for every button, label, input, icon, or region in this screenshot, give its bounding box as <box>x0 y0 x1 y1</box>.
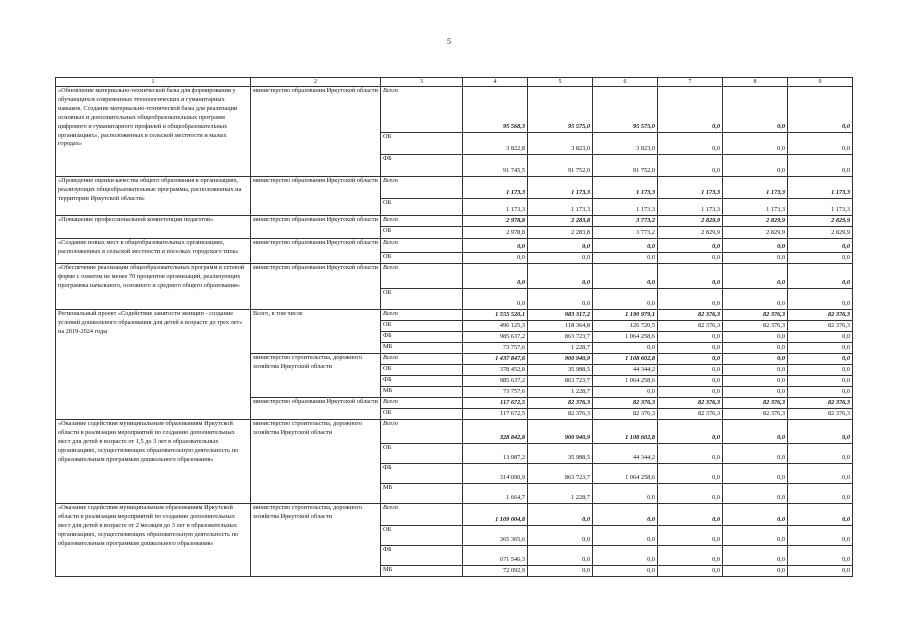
amount-cell-col4: 72 092,9 <box>463 566 528 577</box>
amount-cell-col4: 378 452,8 <box>463 365 528 376</box>
amount-cell-col7: 0,0 <box>658 526 723 546</box>
amount-cell-col5: 1 173,3 <box>528 199 593 216</box>
amount-cell-col5: 2 283,8 <box>528 216 593 227</box>
amount-cell-col8: 0,0 <box>723 526 788 546</box>
table-row <box>56 216 853 227</box>
amount-cell-col9: 2 829,9 <box>788 227 853 239</box>
amount-cell-col5: 1 228,7 <box>528 387 593 398</box>
executor-cell: министерство образования Иркутской области <box>251 239 381 264</box>
amount-cell-col6: 3 773,2 <box>593 216 658 227</box>
amount-cell-col7: 0,0 <box>658 155 723 177</box>
amount-cell-col8: 0,0 <box>723 343 788 354</box>
amount-cell-col4: 2 978,8 <box>463 216 528 227</box>
column-header-6: 6 <box>593 78 658 87</box>
column-header-9: 9 <box>788 78 853 87</box>
amount-cell-col8: 2 829,9 <box>723 216 788 227</box>
amount-cell-col8: 0,0 <box>723 87 788 133</box>
funding-source-cell: ФБ <box>381 332 463 343</box>
amount-cell-col6: 0,0 <box>593 239 658 253</box>
activity-name-cell: «Оказание содействия муниципальным образованиям Иркутской области в реализации мероприятий по созданию дополнительных мест для детей в возрасте от 1,5 до 3 лет в образовательных организациях, осуществляющих образовательную деятельность по образовательным программам дошкольного образования» <box>56 420 251 504</box>
amount-cell-col8: 0,0 <box>723 155 788 177</box>
amount-cell-col9: 0,0 <box>788 484 853 504</box>
amount-cell-col5: 863 723,7 <box>528 332 593 343</box>
amount-cell-col4: 73 757,6 <box>463 387 528 398</box>
amount-cell-col4: 496 125,3 <box>463 321 528 332</box>
amount-cell-col6: 126 720,5 <box>593 321 658 332</box>
funding-source-cell: МБ <box>381 343 463 354</box>
amount-cell-col5: 983 317,2 <box>528 310 593 321</box>
amount-cell-col6: 0,0 <box>593 289 658 310</box>
amount-cell-col4: 0,0 <box>463 264 528 289</box>
funding-source-cell: Всего <box>381 420 463 444</box>
amount-cell-col6: 0,0 <box>593 566 658 577</box>
amount-cell-col5: 82 376,3 <box>528 398 593 409</box>
activity-name-cell: «Создание новых мест в общеобразовательных организациях, расположенных в сельской местности и поселках городского типа» <box>56 239 251 264</box>
amount-cell-col9: 0,0 <box>788 526 853 546</box>
amount-cell-col9: 0,0 <box>788 504 853 526</box>
amount-cell-col5: 2 283,8 <box>528 227 593 239</box>
amount-cell-col5: 3 823,0 <box>528 133 593 155</box>
amount-cell-col5: 0,0 <box>528 526 593 546</box>
amount-cell-col4: 2 978,8 <box>463 227 528 239</box>
amount-cell-col9: 0,0 <box>788 387 853 398</box>
amount-cell-col7: 0,0 <box>658 566 723 577</box>
amount-cell-col9: 0,0 <box>788 464 853 484</box>
amount-cell-col8: 0,0 <box>723 354 788 365</box>
amount-cell-col4: 95 568,3 <box>463 87 528 133</box>
funding-source-cell: Всего <box>381 216 463 227</box>
amount-cell-col9: 82 376,3 <box>788 398 853 409</box>
amount-cell-col9: 0,0 <box>788 155 853 177</box>
amount-cell-col5: 900 940,9 <box>528 420 593 444</box>
header-row <box>56 78 853 87</box>
amount-cell-col8: 0,0 <box>723 464 788 484</box>
amount-cell-col7: 82 376,3 <box>658 310 723 321</box>
amount-cell-col9: 82 376,3 <box>788 409 853 420</box>
amount-cell-col9: 0,0 <box>788 343 853 354</box>
amount-cell-col4: 985 637,2 <box>463 376 528 387</box>
amount-cell-col9: 0,0 <box>788 133 853 155</box>
funding-source-cell: ОБ <box>381 199 463 216</box>
amount-cell-col4: 1 173,3 <box>463 177 528 199</box>
funding-source-cell: МБ <box>381 484 463 504</box>
amount-cell-col7: 0,0 <box>658 332 723 343</box>
amount-cell-col7: 82 376,3 <box>658 409 723 420</box>
amount-cell-col6: 1 108 602,8 <box>593 420 658 444</box>
amount-cell-col8: 0,0 <box>723 504 788 526</box>
funding-source-cell: ФБ <box>381 376 463 387</box>
executor-cell: министерство строительства, дорожного хозяйства Иркутской области <box>251 504 381 577</box>
amount-cell-col5: 900 940,9 <box>528 354 593 365</box>
amount-cell-col5: 35 988,5 <box>528 365 593 376</box>
amount-cell-col9: 82 376,3 <box>788 321 853 332</box>
amount-cell-col8: 0,0 <box>723 546 788 566</box>
amount-cell-col9: 0,0 <box>788 289 853 310</box>
funding-source-cell: Всего <box>381 239 463 253</box>
amount-cell-col6: 1 190 979,1 <box>593 310 658 321</box>
amount-cell-col7: 0,0 <box>658 289 723 310</box>
amount-cell-col5: 0,0 <box>528 239 593 253</box>
activity-name-cell: «Оказание содействия муниципальным образованиям Иркутской области в реализации мероприятий по созданию дополнительных мест для детей в возрасте от 2 месяцев до 3 лет в образовательных организациях, осуществляющих образовательную деятельность по образовательным программам дошкольного образования» <box>56 504 251 577</box>
amount-cell-col8: 82 376,3 <box>723 409 788 420</box>
funding-source-cell: ОБ <box>381 321 463 332</box>
amount-cell-col7: 0,0 <box>658 387 723 398</box>
funding-source-cell: ОБ <box>381 526 463 546</box>
amount-cell-col4: 117 672,5 <box>463 409 528 420</box>
column-header-1: 1 <box>56 78 251 87</box>
funding-source-cell: Всего <box>381 177 463 199</box>
amount-cell-col7: 0,0 <box>658 343 723 354</box>
amount-cell-col6: 1 173,3 <box>593 177 658 199</box>
amount-cell-col8: 0,0 <box>723 376 788 387</box>
amount-cell-col6: 0,0 <box>593 526 658 546</box>
amount-cell-col8: 0,0 <box>723 420 788 444</box>
executor-cell: Всего, в том числе <box>251 310 381 354</box>
funding-source-cell: ОБ <box>381 365 463 376</box>
table-body <box>56 78 853 577</box>
amount-cell-col8: 2 829,9 <box>723 227 788 239</box>
column-header-4: 4 <box>463 78 528 87</box>
amount-cell-col8: 82 376,3 <box>723 310 788 321</box>
amount-cell-col4: 117 672,5 <box>463 398 528 409</box>
amount-cell-col6: 44 344,2 <box>593 444 658 464</box>
executor-cell: министерство образования Иркутской области <box>251 398 381 420</box>
amount-cell-col4: 314 090,9 <box>463 464 528 484</box>
activity-name-cell: «Обеспечение реализации общеобразовательных программ в сетевой форме с охватом не менее 70 процентов организаций, реализующих программы начального, основного и среднего общего образования» <box>56 264 251 310</box>
funding-source-cell: Всего <box>381 264 463 289</box>
amount-cell-col6: 3 823,0 <box>593 133 658 155</box>
funding-source-cell: ОБ <box>381 289 463 310</box>
amount-cell-col9: 0,0 <box>788 264 853 289</box>
amount-cell-col5: 0,0 <box>528 546 593 566</box>
funding-source-cell: МБ <box>381 387 463 398</box>
amount-cell-col4: 1 109 004,8 <box>463 504 528 526</box>
funding-source-cell: Всего <box>381 310 463 321</box>
amount-cell-col6: 0,0 <box>593 504 658 526</box>
amount-cell-col7: 0,0 <box>658 264 723 289</box>
amount-cell-col9: 0,0 <box>788 376 853 387</box>
amount-cell-col7: 0,0 <box>658 420 723 444</box>
amount-cell-col6: 1 064 258,6 <box>593 332 658 343</box>
amount-cell-col6: 1 064 258,6 <box>593 464 658 484</box>
amount-cell-col4: 985 637,2 <box>463 332 528 343</box>
activity-name-cell: «Обновление материально-технической базы для формирования у обучающихся современных технологических и гуманитарных навыков. Создание материально-технической базы для реализации основных и дополнительных общеобразовательных программ цифрового и гуманитарного профилей в общеобразовательных организациях», расположенных в сельской местности и малых городах» <box>56 87 251 177</box>
amount-cell-col9: 0,0 <box>788 87 853 133</box>
amount-cell-col5: 0,0 <box>528 253 593 264</box>
amount-cell-col7: 2 829,9 <box>658 216 723 227</box>
amount-cell-col6: 0,0 <box>593 253 658 264</box>
amount-cell-col7: 82 376,3 <box>658 398 723 409</box>
funding-source-cell: ФБ <box>381 464 463 484</box>
amount-cell-col5: 91 752,0 <box>528 155 593 177</box>
table-row <box>56 310 853 321</box>
amount-cell-col4: 671 546,3 <box>463 546 528 566</box>
funding-source-cell: ОБ <box>381 409 463 420</box>
amount-cell-col7: 2 829,9 <box>658 227 723 239</box>
amount-cell-col4: 0,0 <box>463 253 528 264</box>
activity-name-cell: Региональный проект «Содействие занятости женщин - создание условий дошкольного образования для детей в возрасте до трех лет» на 2019-2024 годы <box>56 310 251 420</box>
table-row <box>56 264 853 289</box>
executor-cell: министерство образования Иркутской области <box>251 177 381 216</box>
amount-cell-col7: 0,0 <box>658 239 723 253</box>
amount-cell-col4: 365 365,6 <box>463 526 528 546</box>
executor-cell: министерство образования Иркутской области <box>251 216 381 239</box>
amount-cell-col4: 0,0 <box>463 289 528 310</box>
amount-cell-col5: 0,0 <box>528 504 593 526</box>
table-row <box>56 87 853 133</box>
amount-cell-col9: 0,0 <box>788 332 853 343</box>
amount-cell-col9: 0,0 <box>788 566 853 577</box>
amount-cell-col7: 0,0 <box>658 464 723 484</box>
amount-cell-col4: 13 087,2 <box>463 444 528 464</box>
column-header-3: 3 <box>381 78 463 87</box>
amount-cell-col7: 1 173,3 <box>658 177 723 199</box>
amount-cell-col6: 95 575,0 <box>593 87 658 133</box>
table-row <box>56 239 853 253</box>
amount-cell-col5: 863 723,7 <box>528 376 593 387</box>
amount-cell-col5: 35 988,5 <box>528 444 593 464</box>
amount-cell-col5: 95 575,0 <box>528 87 593 133</box>
amount-cell-col8: 82 376,3 <box>723 321 788 332</box>
funding-source-cell: МБ <box>381 566 463 577</box>
amount-cell-col9: 0,0 <box>788 239 853 253</box>
amount-cell-col6: 0,0 <box>593 264 658 289</box>
funding-source-cell: ФБ <box>381 546 463 566</box>
amount-cell-col5: 1 228,7 <box>528 484 593 504</box>
amount-cell-col8: 1 173,3 <box>723 199 788 216</box>
amount-cell-col8: 0,0 <box>723 332 788 343</box>
amount-cell-col8: 0,0 <box>723 387 788 398</box>
amount-cell-col9: 0,0 <box>788 546 853 566</box>
amount-cell-col6: 1 108 602,8 <box>593 354 658 365</box>
amount-cell-col9: 0,0 <box>788 253 853 264</box>
amount-cell-col5: 82 376,3 <box>528 409 593 420</box>
amount-cell-col8: 0,0 <box>723 253 788 264</box>
amount-cell-col4: 1 173,3 <box>463 199 528 216</box>
amount-cell-col7: 82 376,3 <box>658 321 723 332</box>
executor-cell: министерство строительства, дорожного хозяйства Иркутской области <box>251 420 381 504</box>
funding-source-cell: ОБ <box>381 133 463 155</box>
amount-cell-col6: 44 344,2 <box>593 365 658 376</box>
amount-cell-col8: 0,0 <box>723 365 788 376</box>
amount-cell-col4: 328 842,8 <box>463 420 528 444</box>
amount-cell-col7: 0,0 <box>658 484 723 504</box>
amount-cell-col7: 0,0 <box>658 354 723 365</box>
amount-cell-col5: 1 173,3 <box>528 177 593 199</box>
activity-name-cell: «Проведение оценки качества общего образования в организациях, реализующих общеобразовательные программы, расположенных на территории Иркутской области» <box>56 177 251 216</box>
funding-source-cell: ОБ <box>381 227 463 239</box>
amount-cell-col7: 0,0 <box>658 133 723 155</box>
table-row <box>56 504 853 526</box>
amount-cell-col8: 0,0 <box>723 289 788 310</box>
amount-cell-col4: 73 757,6 <box>463 343 528 354</box>
amount-cell-col5: 0,0 <box>528 289 593 310</box>
amount-cell-col9: 0,0 <box>788 354 853 365</box>
budget-table <box>55 77 853 577</box>
amount-cell-col7: 0,0 <box>658 376 723 387</box>
amount-cell-col7: 0,0 <box>658 504 723 526</box>
amount-cell-col6: 0,0 <box>593 546 658 566</box>
funding-source-cell: ОБ <box>381 253 463 264</box>
amount-cell-col4: 91 745,5 <box>463 155 528 177</box>
amount-cell-col6: 3 773,2 <box>593 227 658 239</box>
amount-cell-col6: 82 376,3 <box>593 409 658 420</box>
amount-cell-col9: 0,0 <box>788 365 853 376</box>
amount-cell-col4: 3 822,8 <box>463 133 528 155</box>
amount-cell-col7: 0,0 <box>658 87 723 133</box>
amount-cell-col5: 863 723,7 <box>528 464 593 484</box>
amount-cell-col6: 1 064 258,6 <box>593 376 658 387</box>
amount-cell-col9: 0,0 <box>788 420 853 444</box>
column-header-8: 8 <box>723 78 788 87</box>
executor-cell: министерство строительства, дорожного хозяйства Иркутской области <box>251 354 381 398</box>
table-row <box>56 177 853 199</box>
amount-cell-col9: 1 173,3 <box>788 199 853 216</box>
executor-cell: министерство образования Иркутской области <box>251 264 381 310</box>
activity-name-cell: «Повышение профессиональной компетенции педагогов» <box>56 216 251 239</box>
amount-cell-col5: 1 228,7 <box>528 343 593 354</box>
amount-cell-col9: 82 376,3 <box>788 310 853 321</box>
amount-cell-col4: 1 555 520,1 <box>463 310 528 321</box>
amount-cell-col5: 118 364,8 <box>528 321 593 332</box>
page-number: 5 <box>447 37 451 46</box>
amount-cell-col7: 0,0 <box>658 444 723 464</box>
funding-source-cell: Всего <box>381 87 463 133</box>
amount-cell-col6: 82 376,3 <box>593 398 658 409</box>
table-row <box>56 420 853 444</box>
column-header-2: 2 <box>251 78 381 87</box>
funding-source-cell: Всего <box>381 504 463 526</box>
amount-cell-col9: 2 829,9 <box>788 216 853 227</box>
funding-source-cell: Всего <box>381 354 463 365</box>
amount-cell-col8: 0,0 <box>723 566 788 577</box>
amount-cell-col6: 91 752,0 <box>593 155 658 177</box>
amount-cell-col8: 0,0 <box>723 239 788 253</box>
funding-source-cell: ФБ <box>381 155 463 177</box>
amount-cell-col4: 0,0 <box>463 239 528 253</box>
amount-cell-col4: 1 664,7 <box>463 484 528 504</box>
column-header-5: 5 <box>528 78 593 87</box>
amount-cell-col8: 1 173,3 <box>723 177 788 199</box>
amount-cell-col7: 1 173,3 <box>658 199 723 216</box>
funding-source-cell: Всего <box>381 398 463 409</box>
amount-cell-col6: 0,0 <box>593 387 658 398</box>
executor-cell: министерство образования Иркутской области <box>251 87 381 177</box>
amount-cell-col5: 0,0 <box>528 264 593 289</box>
column-header-7: 7 <box>658 78 723 87</box>
amount-cell-col9: 0,0 <box>788 444 853 464</box>
amount-cell-col8: 82 376,3 <box>723 398 788 409</box>
amount-cell-col8: 0,0 <box>723 484 788 504</box>
amount-cell-col6: 0,0 <box>593 484 658 504</box>
amount-cell-col6: 1 173,3 <box>593 199 658 216</box>
amount-cell-col8: 0,0 <box>723 264 788 289</box>
amount-cell-col5: 0,0 <box>528 566 593 577</box>
amount-cell-col8: 0,0 <box>723 444 788 464</box>
amount-cell-col8: 0,0 <box>723 133 788 155</box>
amount-cell-col7: 0,0 <box>658 365 723 376</box>
amount-cell-col6: 0,0 <box>593 343 658 354</box>
amount-cell-col9: 1 173,3 <box>788 177 853 199</box>
amount-cell-col4: 1 437 847,6 <box>463 354 528 365</box>
amount-cell-col7: 0,0 <box>658 253 723 264</box>
amount-cell-col7: 0,0 <box>658 546 723 566</box>
funding-source-cell: ОБ <box>381 444 463 464</box>
